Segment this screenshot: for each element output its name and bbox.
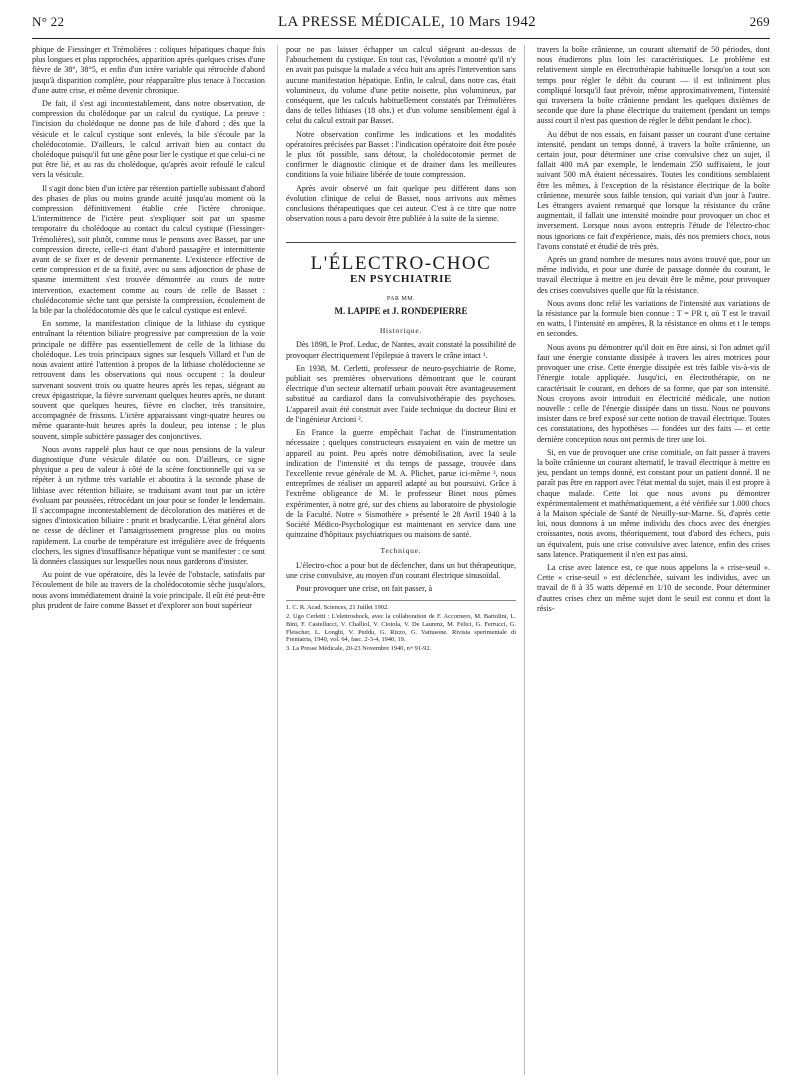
paragraph: Nous avons donc relié les variations de l'intensité aux variations de la résistance par la formule bien connue : T = I²R t, où T est le travail en watts, I l'intensité en ampères, R la résistance en ohms et t le temps en secondes. [537,298,770,339]
issue-number: N° 22 [32,14,65,29]
paragraph: Pour provoquer une crise, on fait passer, à [295,583,433,593]
middle-column [277,45,525,1075]
article-par: PAR MM. [386,295,416,302]
paragraph: Dès 1898, le Prof. Leduc, de Nantes, avait constaté la possibilité de provoquer électriquement l'épilepsie à travers le crâne intact ¹. [285,340,516,360]
paragraph: pour ne pas laisser échapper un calcul siégeant au-dessus de l'abouchement du cystique. En tout cas, l'évolution a montré qu'il n'y en avait pas puisque la malade a vécu huit ans après l'intervention sans aucune manifestation hépatique. Enfin, le calcul, dans notre cas, était volumineux, du volume d'une petite noisette, plus volumineux, par conséquent, que les calculs habituellement constatés par Trémolières dans de telles lithiases (18 obs.) et d'un volume sensiblement égal à celui du calcul extrait par Basset. [285,45,516,126]
section-heading-historique: Historique. [379,326,423,336]
paragraph: Au point de vue opératoire, dès la levée de l'obstacle, satisfaits par l'écoulement de bile au travers de la cholédocotomie sèche jusqu'alors, nous avons immédiatement drainé la voie principale. Il eût été peut-être plus prudent de faire comme Basset et d'explorer son bout supérieur [32,570,265,610]
paragraph: phique de Fiessinger et Trémolières : coliques hépatiques chaque fois plus longues et plus rapprochées, apparition après quelques crises d'une fièvre de 38°, 38°5, et enfin d'un ictère variable qui rétrocède d'abord jusqu'à disparition complète, pour réapparaître plus tenace à l'occasion d'une autre crise, et même devenir chronique. [32,45,265,95]
paragraph: Nous avons pu démontrer qu'il doit en être ainsi, si l'on admet qu'il faut une énergie constante dissipée à travers les aires motrices pour provoquer une crise. Cette énergie dissipée est très faible vis-à-vis de l'énergie totale appliquée. Jusqu'ici, en électrothérapie, on ne caractérisait le courant, en dehors de sa forme, que par son intensité. Nous croyons avoir introduit en électricité médicale, une notion nouvelle : celle de l'énergie dissipée dans un tissu. Nous ne pouvons insister dans ce bref exposé sur cette notion de travail électrique. Toutes ces constatations, des hypothèses — fondées sur des faits — et cette dernière conception nous ont permis de tirer une loi. [537,342,770,444]
paragraph: travers la boîte crânienne, un courant alternatif de 50 périodes, dont nous étudierons plus loin les caractéristiques. Le problème est relativement simple en électrothérapie habituelle lorsqu'on a tout son temps pour régler le débit du courant — il est infiniment plus compliqué lorsqu'il faut prévoir, même approximativement, l'intensité qui traversera la boîte crânienne pendant les quelques dixièmes de seconde que dure la phase électrique du traitement (pendant un temps aussi court il n'est pas question de régler le débit pendant le choc). [537,45,770,126]
paragraph: Après un grand nombre de mesures nous avons trouvé que, pour un même individu, et pour une durée de passage donnée du courant, le travail électrique à mettre en jeu devait être le même, pour provoquer des crises convulsives quelle que fût la résistance. [537,255,770,295]
paragraph: Au début de nos essais, en faisant passer un courant d'une certaine intensité, pendant un temps donné, à travers la boîte crânienne, un certain jour, pour déterminer une crise convulsive chez un sujet, il fallait 400 mA par exemple, le lendemain 250 suffisaient, le jour suivant 500 mA étaient nécessaires. Toutes les conditions semblaient être les mêmes, à l'exception de la résistance électrique de la boîte crânienne, mesurée sous faible tension, qui variait d'un jour à l'autre. Les étrangers avaient remarqué que lorsque la résistance du crâne augmentait, il fallait une intensité moindre pour provoquer un choc et inversement. Lorsque nous avons entrepris l'étude de l'électro-choc nous ignorions ce fait d'expérience, mais, dès nos premiers chocs, nous l'avons constaté et étudié de très près. [537,129,770,251]
section-heading-technique: Technique. [380,546,422,556]
columns [32,45,770,1075]
footnotes [286,600,516,653]
footnote: 3. La Presse Médicale, 20-23 Novembre 1940, nᵒˢ 91-92. [285,645,432,653]
paragraph: En 1938, M. Cerletti, professeur de neuro-psychiatrie de Rome, publiait ses premières observations démontrant que le courant électrique d'un secteur alternatif urbain pouvait être avantageusement substitué au cardiazol dans la convulsivothérapie des psychoses. L'appareil avait été construit avec l'aide technique du docteur Bini et de l'ingénieur Arcioni ². [285,363,516,424]
paragraph: En France la guerre empêchait l'achat de l'instrumentation nécessaire ; quelques constructeurs essayaient en vain de mettre un appareil au point. Peu après notre démobilisation, avec la seule indication de l'intensité et du temps de passage, trouvée dans l'excellente revue générale de M. A. Plichet, parue ici-même ³, nous entreprîmes de réaliser un appareil adapté au but poursuivi. Grâce à l'extrême obligeance de M. le professeur Binet nous pûmes expérimenter, à notre gré, sur des chiens au laboratoire de physiologie de la Faculté. Notre « Sismothère » présenté le 28 Avril 1940 à la Société Médico-Psychologique est maintenant en service dans une quinzaine d'hôpitaux psychiatriques ou maisons de santé. [285,428,516,540]
left-column [32,45,265,1075]
paragraph: De fait, il s'est agi incontestablement, dans notre observation, de compression du cholédoque par un calcul du cystique. La preuve : l'incision du cholédoque ne donne pas de bile d'abord ; dès que la vésicule et le calcul cystique sont enlevés, la bile s'écoule par la cholédocotomie. D'ailleurs, le calcul arrivait bien au contact du cholédoque puisqu'il fut une gêne pour lier le cystique et que celui-ci ne put être lié, et au ras du cholédoque, qu'après avoir refoulé le calcul vers la vésicule. [32,99,265,180]
paragraph: Nous avons rappelé plus haut ce que nous pensions de la valeur diagnostique d'une vésicule dilatée ou non. D'ailleurs, ce signe physique a peu de valeur à côté de la scène fonctionnelle qui va se répéter à un rythme très variable et aboutira à la seconde phase de lithiase avec rétention biliaire, se traduisant avant tout par un ictère évoluant par poussées, rétrocédant un jour pour se fonder le lendemain. Il s'accompagne incontestablement de décoloration des matières et de signes d'intoxication biliaire : prurit et bradycardie. L'état général alors ne cesse de décliner et l'amaigrissement progresse plus ou moins rapidement. La courbe de température est irrégulière avec de fréquents clochers, les signes d'insuffisance hépatique vont se manifester : ce sont là données classiques sur lesquelles nous nous garderons d'insister. [32,444,265,566]
paragraph: La crise avec latence est, ce que nous appelons la « crise-seuil ». Cette « crise-seuil » est déclenchée, suivant les individus, avec un travail de 8 à 35 watts dépensé en 1/10 de seconde. Pour déterminer d'autres crises chez un même sujet dont le seuil est connu et dont la résis- [537,562,770,613]
journal-title: LA PRESSE MÉDICALE, 10 Mars 1942 [277,14,536,30]
footnote: 2. Ugo Cerletti : L'elettroshock, avec la collaboration de F. Accornero, M. Bartolini, L. Bini, F. Castellucci, V. Challiol, V. Ciotola, V. De Laurenz, M. Felici, G. Ferrucci, G. Fleischer, L. Longhi, V. Peddu, G. Rizzo, G. Vattusone. Rivista sperimentale di Freniatria, 1940, vol. 64, fasc. 2-3-4, 1940, 19. [285,612,516,644]
page-header [32,14,770,36]
paragraph: Si, en vue de provoquer une crise comitiale, on fait passer à travers la boîte crânienne un courant alternatif, le travail électrique à mettre en jeu, pendant un temps donné, est constant pour un patient donné. Il ne paraît pas être en rapport avec l'état mental du sujet, mais il est propre à chaque malade. Cette loi que nous avons pu démontrer expérimentalement et mathématiquement, a été vérifiée sur 1.000 chocs à la Maison spéciale de Santé de Neuilly-sur-Marne. Si, d'après cette loi, nous donnons à un même individu des chocs avec des énergies croissantes, nous avons, théoriquement, tout d'abord des échecs, puis un équivalent, puis une crise convulsive avec latence, enfin des crises sans latence. Pratiquement il n'en est pas ainsi. [537,447,770,559]
article-heading [286,242,516,316]
article-title: L'ÉLECTRO-CHOC [310,253,492,275]
header-rule [32,38,770,39]
article-authors: M. LAPIPE et J. RONDEPIERRE [334,306,468,317]
paragraph: Il s'agit donc bien d'un ictère par rétention partielle subissant d'abord des phases de plus ou moins grande acuité jusqu'au moment où la compression définitivement établie crée l'ictère chronique. L'intermittence de l'ictère peut s'expliquer soit par un spasme temporaire du cholédoque au contact du calcul cystique (Fiessinger-Trémolières), soit plutôt, comme nous le pensons avec Basset, par une compression directe, celle-ci étant d'abord passagère et intermittente avant de se fixer et de devenir permanente. L'existence effective de cette compression et de sa fixité, avec ou sans adjonction de phase de spasme intermittent s'est trouvée démontrée au cours de notre intervention, exactement comme au cours de celle de Basset : cholédocotomie sèche tant que persiste la compression, écoulement de la bile par la cholédocotomie dès que le calcul cystique est enlevé. [32,183,265,316]
paragraph: L'électro-choc a pour but de déclencher, dans un but thérapeutique, une crise convulsive, au moyen d'un courant électrique sinusoïdal. [285,560,516,580]
footnote: 1. C. R. Acad. Sciences, 21 Juillet 1902. [285,604,389,612]
paragraph: Après avoir observé un fait quelque peu différent dans son évolution clinique de celui de Basset, nous arrivons aux mêmes conclusions thérapeutiques que cet auteur. C'est à ce titre que notre observation nous a paru devoir être publiée à la suite de la sienne. [285,183,516,224]
paragraph: En somme, la manifestation clinique de la lithiase du cystique entraînant la rétention biliaire progressive par compression de la voie principale ne diffère pas essentiellement de celle de la lithiase du cholédoque. Les trois principaux signes sur lesquels Villard et l'un de nous avaient attiré l'attention à propos de la lithiase cholédocienne se retrouvent dans les observations qui nous occupent : la douleur survenant souvent trois ou quatre heures après les repas, siégeant au creux épigastrique, la fièvre survenant quelques heures après, ne durant souvent que quelques heures, fièvre en clocher, très transitoire, accompagnée de frissons. L'ictère apparaissant vingt-quatre heures ou même quarante-huit heures après la douleur, peu intense ; le plus souvent, simple subictère passager des conjonctives. [32,319,265,441]
right-column [537,45,770,1075]
article-subtitle: EN PSYCHIATRIE [349,272,452,285]
page-number: 269 [749,14,770,29]
paragraph: Notre observation confirme les indications et les modalités opératoires précisées par Basset : l'indication opératoire doit être posée le plus tôt possible, sans détour, la cholédocotomie permet de confirmer le diagnostic clinique et de drainer dans les meilleures conditions la voie biliaire libérée de toute compression. [285,129,516,180]
